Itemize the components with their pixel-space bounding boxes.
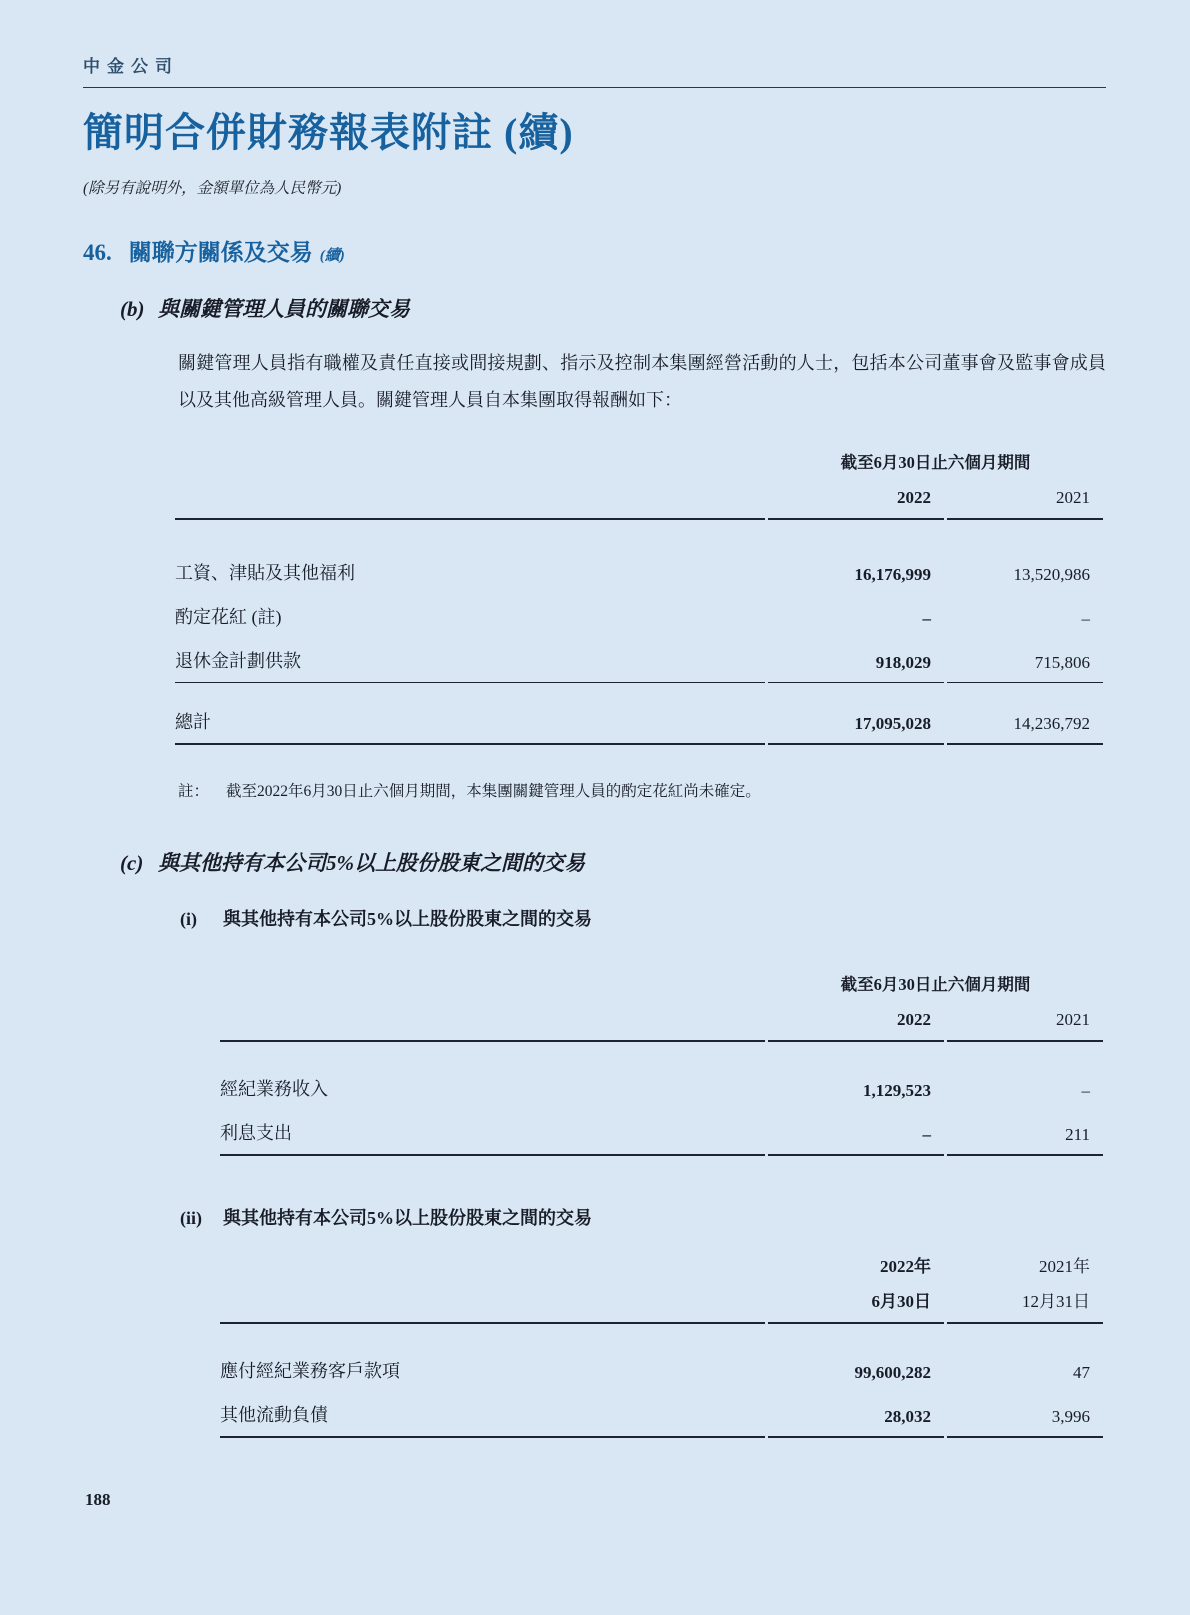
year-header-row (220, 1010, 1103, 1042)
sub-ii-heading (180, 1204, 1106, 1230)
period-header: 截至6月30日止六個月期間 (840, 453, 1031, 472)
table-row (220, 1066, 1103, 1110)
period-header-row (175, 449, 1103, 488)
row-value-2021: 47 (1073, 1363, 1090, 1382)
shareholder-transactions-table (217, 971, 1106, 1156)
row-label: 利息支出 (220, 1110, 765, 1156)
row-label: 酌定花紅 (註) (175, 607, 282, 627)
row-value-2021: 13,520,986 (1013, 565, 1090, 584)
part-b-heading (120, 293, 1106, 323)
total-label: 總計 (175, 699, 765, 745)
total-row (175, 699, 1103, 745)
part-c-title: 與其他持有本公司5%以上股份股東之間的交易 (158, 851, 585, 875)
empty-cell (220, 1281, 765, 1324)
row-value-2022: 28,032 (768, 1392, 944, 1438)
year-header-2022: 2022年 (880, 1257, 931, 1276)
remuneration-table (172, 449, 1106, 745)
date-header-row (220, 1281, 1103, 1324)
spacer-row (220, 1042, 1103, 1066)
part-b-label: (b) (120, 297, 145, 321)
part-c-label: (c) (120, 851, 144, 875)
sub-i-label: (i) (180, 909, 197, 929)
table-row (175, 550, 1103, 594)
row-label: 退休金計劃供款 (175, 638, 765, 683)
footnote (178, 779, 1106, 801)
year-header-row (175, 488, 1103, 520)
currency-note: (除另有說明外，金額單位為人民幣元) (83, 180, 342, 197)
total-value-2021: 14,236,792 (947, 699, 1103, 745)
row-value-2021: – (1081, 609, 1090, 628)
date-header-2022: 6月30日 (768, 1281, 944, 1324)
row-value-2022: 99,600,282 (854, 1363, 931, 1382)
period-header-row (220, 971, 1103, 1010)
sub-i-title: 與其他持有本公司5%以上股份股東之間的交易 (223, 909, 592, 929)
table-row (175, 638, 1103, 683)
row-value-2022: 1,129,523 (863, 1081, 931, 1100)
page-title: 簡明合併財務報表附註 (續) (83, 110, 574, 155)
row-value-2021: 211 (947, 1110, 1103, 1156)
footnote-text: 截至2022年6月30日止六個月期間，本集團關鍵管理人員的酌定花紅尚未確定。 (226, 783, 761, 800)
sub-ii-label: (ii) (180, 1208, 202, 1228)
empty-cell (175, 449, 765, 488)
empty-cell (220, 1252, 765, 1281)
shareholder-balances-table (217, 1252, 1106, 1438)
row-value-2021: 3,996 (947, 1392, 1103, 1438)
table-row (175, 594, 1103, 638)
table-row (220, 1348, 1103, 1392)
empty-cell (220, 971, 765, 1010)
row-label: 工資、津貼及其他福利 (175, 563, 355, 583)
total-value-2022: 17,095,028 (768, 699, 944, 745)
section-46-heading (83, 234, 1106, 267)
part-b-title: 與關鍵管理人員的關聯交易 (158, 297, 410, 321)
row-value-2022: – (922, 609, 931, 628)
period-header: 截至6月30日止六個月期間 (840, 975, 1031, 994)
part-b-paragraph: 關鍵管理人員指有職權及責任直接或間接規劃、指示及控制本集團經營活動的人士，包括本公司董事會及監事會成員以及其他高級管理人員。關鍵管理人員自本集團取得報酬如下： (178, 353, 1106, 410)
sub-ii-title: 與其他持有本公司5%以上股份股東之間的交易 (223, 1208, 592, 1228)
page-number: 188 (85, 1490, 111, 1509)
table-row (220, 1392, 1103, 1438)
sub-i-heading (180, 905, 1106, 931)
row-value-2021: – (1081, 1081, 1090, 1100)
year-header-2021: 2021年 (1039, 1257, 1090, 1276)
empty-cell (175, 488, 765, 520)
year-header-row (220, 1252, 1103, 1281)
empty-cell (220, 1010, 765, 1042)
row-value-2022: 16,176,999 (854, 565, 931, 584)
section-number: 46. (83, 240, 112, 265)
date-header-2021: 12月31日 (947, 1281, 1103, 1324)
table-row (220, 1110, 1103, 1156)
spacer-row (220, 1324, 1103, 1348)
spacer-row (175, 520, 1103, 550)
row-value-2021: 715,806 (947, 638, 1103, 683)
row-label: 經紀業務收入 (220, 1079, 328, 1099)
row-value-2022: 918,029 (768, 638, 944, 683)
row-label: 應付經紀業務客戶款項 (220, 1361, 400, 1381)
year-header-2022: 2022 (768, 488, 944, 520)
spacer-row (175, 683, 1103, 699)
section-title: 關聯方關係及交易 (128, 240, 313, 265)
company-name: 中金公司 (83, 52, 1106, 88)
year-header-2021: 2021 (947, 1010, 1103, 1042)
row-value-2022: – (768, 1110, 944, 1156)
year-header-2021: 2021 (947, 488, 1103, 520)
footnote-label: 註： (178, 783, 210, 800)
year-header-2022: 2022 (768, 1010, 944, 1042)
part-c-heading (120, 847, 1106, 877)
row-label: 其他流動負債 (220, 1392, 765, 1438)
section-continued-label: (續) (319, 248, 345, 264)
